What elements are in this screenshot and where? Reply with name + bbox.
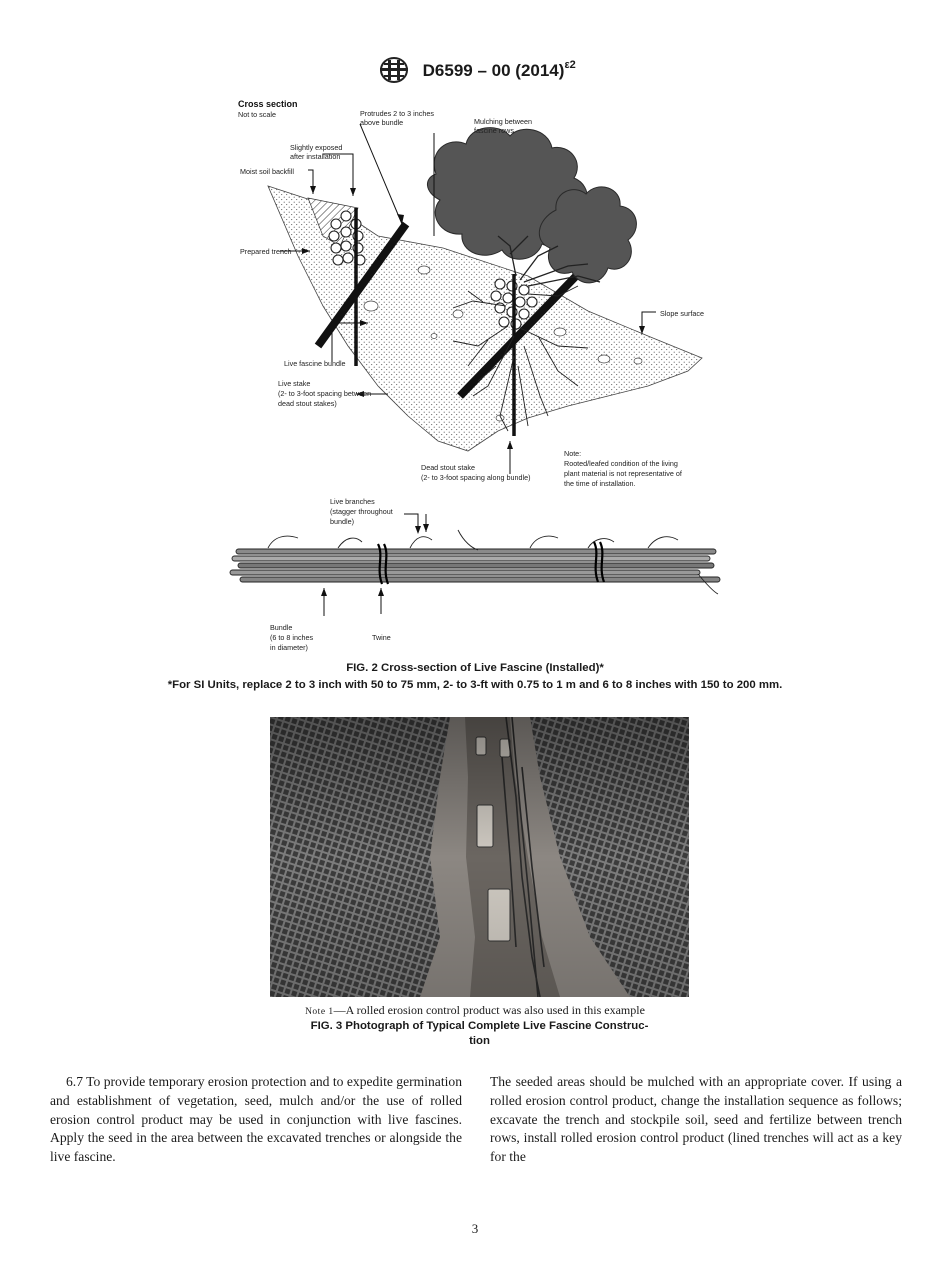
body-right-column: The seeded areas should be mulched with an appropriate cover. If using a rolled erosion control product, change the installation sequence as follows; excavate the trench and stockpile soil, seed and fertilize between trench rows, install rolled erosion control product (lined trenches will act as a key for the	[490, 1074, 902, 1165]
body-left-column: 6.7 To provide temporary erosion protection and to expedite germination and establishment of vegetation, seed, mulch and/or the use of rolled erosion control product may be used in conjunction with live fascines. Apply the seed in the area between the excavated trenches or alongside the live fascine.	[50, 1074, 462, 1165]
label-protrudes: Protrudes 2 to 3 inches	[360, 109, 434, 118]
fascine-bundle-side	[230, 549, 720, 582]
svg-text:above bundle: above bundle	[360, 118, 404, 127]
page-header	[0, 56, 950, 86]
label-cross-section: Cross section	[238, 99, 298, 109]
fig3-note: Note 1—A rolled erosion control product was also used in this example	[305, 1003, 645, 1017]
label-bundle: Bundle	[270, 623, 293, 632]
svg-text:after installation: after installation	[290, 152, 341, 161]
fig2-caption: FIG. 2 Cross-section of Live Fascine (Installed)*	[346, 662, 604, 674]
svg-text:(2- to 3-foot spacing along bu: (2- to 3-foot spacing along bundle)	[421, 473, 531, 482]
fig2-diagram	[228, 96, 722, 656]
page-number: 3	[471, 1221, 479, 1236]
fig3-caption: FIG. 3 Photograph of Typical Complete Live Fascine Construc- tion	[310, 1020, 649, 1047]
svg-text:dead stout stakes): dead stout stakes)	[278, 399, 337, 408]
astm-logo-icon	[374, 56, 414, 84]
svg-text:(stagger throughout: (stagger throughout	[330, 507, 393, 516]
svg-text:fascine rows: fascine rows	[474, 126, 514, 135]
fig2-si-note: *For SI Units, replace 2 to 3 inch with 50 to 75 mm, 2- to 3-ft with 0.75 to 1 m and 6 to 8 inches with 150 to 200 mm.	[167, 679, 783, 691]
svg-text:bundle): bundle)	[330, 517, 354, 526]
svg-text:Rooted/leafed condition of the: Rooted/leafed condition of the living	[564, 459, 678, 468]
fascine-branch-tips	[268, 530, 718, 594]
label-moist-soil-backfill: Moist soil backfill	[240, 167, 294, 176]
label-slightly-exposed: Slightly exposed	[290, 143, 343, 152]
label-twine: Twine	[372, 633, 391, 642]
label-live-stake: Live stake	[278, 379, 311, 388]
svg-text:plant material is not represen: plant material is not representative of	[564, 469, 682, 478]
svg-text:(6 to 8 inches: (6 to 8 inches	[270, 633, 314, 642]
label-dead-stout-stake: Dead stout stake	[421, 463, 475, 472]
label-slope-surface: Slope surface	[660, 309, 704, 318]
fig3-photograph	[270, 717, 689, 997]
label-not-to-scale: Not to scale	[238, 110, 276, 119]
svg-text:in diameter): in diameter)	[270, 643, 308, 652]
label-note-title: Note:	[564, 449, 582, 458]
label-mulching: Mulching between	[474, 117, 532, 126]
label-prepared-trench: Prepared trench	[240, 247, 292, 256]
label-live-fascine-bundle: Live fascine bundle	[284, 359, 346, 368]
label-live-branches: Live branches	[330, 497, 375, 506]
document-id: D6599 – 00 $(2014)^{\varepsilon 2}$	[422, 59, 576, 80]
svg-text:the time of installation.: the time of installation.	[564, 479, 636, 488]
svg-text:(2- to 3-foot spacing between: (2- to 3-foot spacing between	[278, 389, 372, 398]
